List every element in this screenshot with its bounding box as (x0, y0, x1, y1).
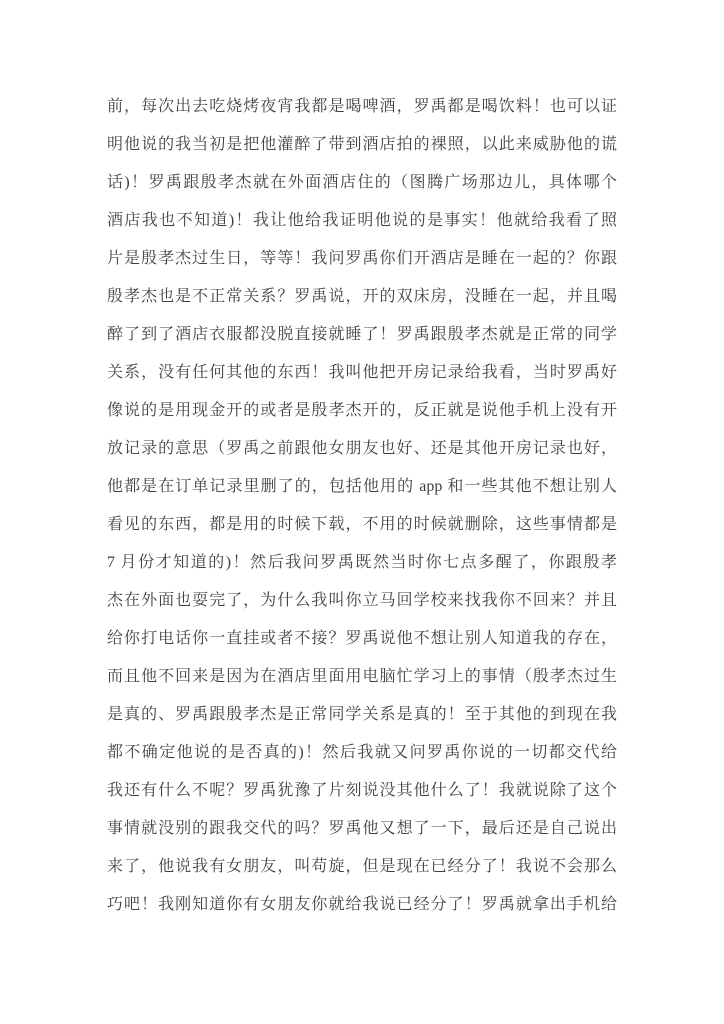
text-line: 醉了到了酒店衣服都没脱直接就睡了！罗禹跟殷孝杰就是正常的同学 (107, 326, 617, 343)
text-line: 看见的东西，都是用的时候下载，不用的时候就删除，这些事情都是 (107, 516, 617, 533)
text-line: 片是殷孝杰过生日，等等！我问罗禹你们开酒店是睡在一起的？你跟 (107, 250, 617, 267)
text-line: 明他说的我当初是把他灌醉了带到酒店拍的裸照，以此来威胁他的谎 (107, 136, 617, 153)
text-line: 而且他不回来是因为在酒店里面用电脑忙学习上的事情（殷孝杰过生 (107, 668, 617, 685)
text-line: 殷孝杰也是不正常关系？罗禹说，开的双床房，没睡在一起，并且喝 (107, 288, 617, 305)
text-line: 都不确定他说的是否真的)！然后我就又问罗禹你说的一切都交代给 (107, 744, 617, 761)
text-line: 我还有什么不呢？罗禹犹豫了片刻说没其他什么了！我就说除了这个 (107, 782, 617, 799)
text-line: 杰在外面也耍完了，为什么我叫你立马回学校来找我你不回来？并且 (107, 592, 617, 609)
text-line: 巧吧！我刚知道你有女朋友你就给我说已经分了！罗禹就拿出手机给 (107, 896, 617, 913)
text-line: 他都是在订单记录里删了的，包括他用的 app 和一些其他不想让别人 (107, 478, 617, 495)
text-line: 酒店我也不知道)！我让他给我证明他说的是事实！他就给我看了照 (107, 212, 617, 229)
text-line: 前，每次出去吃烧烤夜宵我都是喝啤酒，罗禹都是喝饮料！也可以证 (107, 98, 617, 115)
text-line: 放记录的意思（罗禹之前跟他女朋友也好、还是其他开房记录也好， (107, 440, 617, 457)
text-line: 是真的、罗禹跟殷孝杰是正常同学关系是真的！至于其他的到现在我 (107, 706, 617, 723)
text-line: 话)！罗禹跟殷孝杰就在外面酒店住的（图腾广场那边儿，具体哪个 (107, 174, 617, 191)
text-line: 事情就没别的跟我交代的吗？罗禹他又想了一下，最后还是自己说出 (107, 820, 617, 837)
text-line: 给你打电话你一直挂或者不接？罗禹说他不想让别人知道我的存在， (107, 630, 617, 647)
text-line: 关系，没有任何其他的东西！我叫他把开房记录给我看，当时罗禹好 (107, 364, 617, 381)
text-line: 7 月份才知道的)！然后我问罗禹既然当时你七点多醒了，你跟殷孝 (107, 554, 617, 571)
paragraph-text-block (107, 88, 617, 924)
text-line: 来了，他说我有女朋友，叫苟旋，但是现在已经分了！我说不会那么 (107, 858, 617, 875)
text-line: 像说的是用现金开的或者是殷孝杰开的，反正就是说他手机上没有开 (107, 402, 617, 419)
